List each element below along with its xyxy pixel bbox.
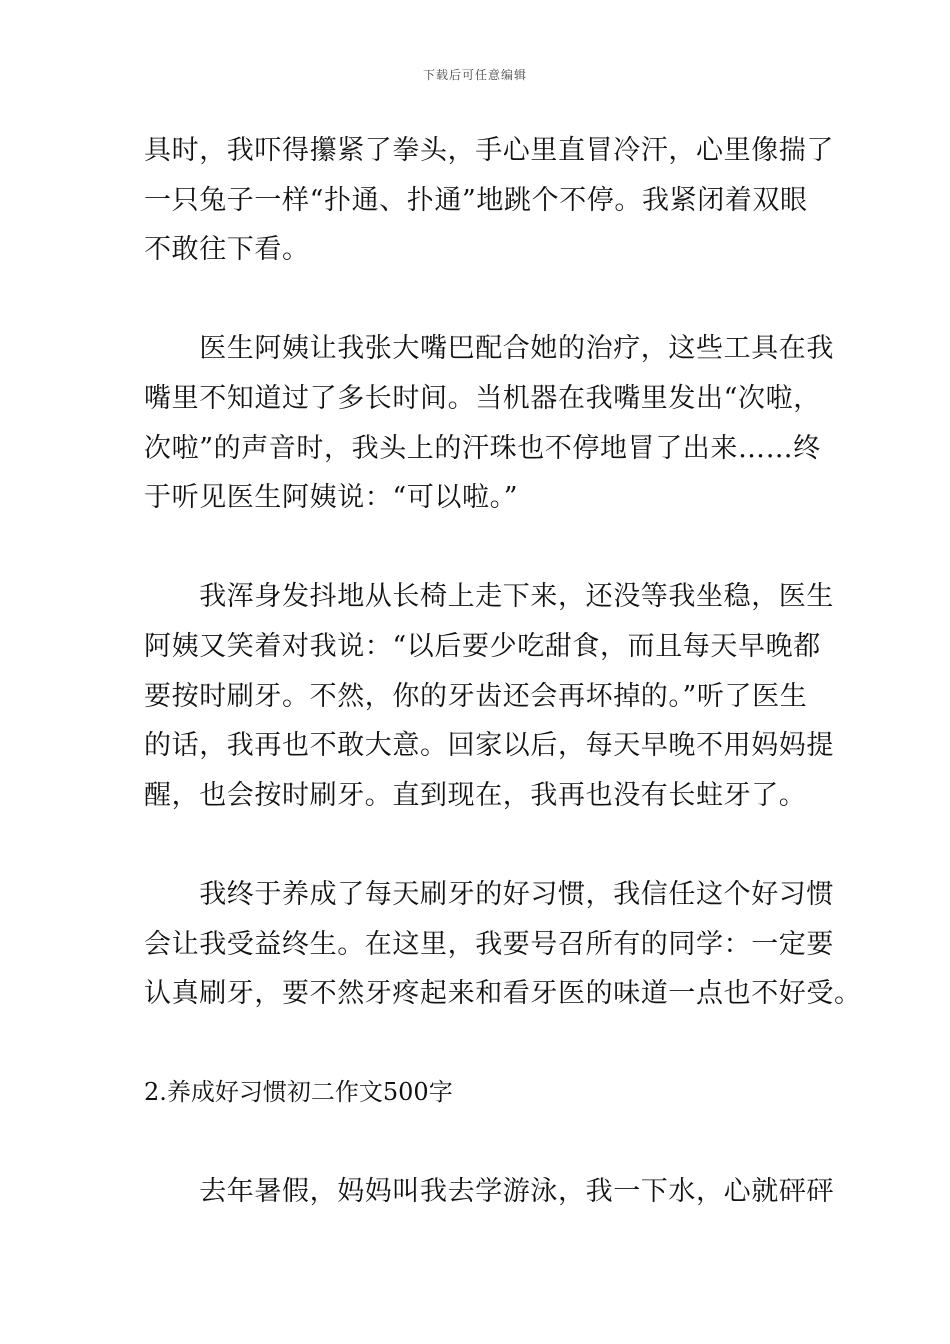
document-body — [144, 126, 862, 1217]
paragraph-spacer — [144, 275, 806, 325]
paragraph-line: 的话，我再也不敢大意。回家以后，每天早晚不用妈妈提 — [144, 730, 834, 762]
paragraph-3 — [144, 572, 834, 820]
paragraph-line: 阿姨又笑着对我说：“以后要少吃甜食，而且每天早晚都 — [144, 630, 821, 662]
paragraph-line: 醒，也会按时刷牙。直到现在，我再也没有长蛀牙了。 — [144, 779, 807, 811]
paragraph-line: 我浑身发抖地从长椅上走下来，还没等我坐稳，医生 — [144, 581, 834, 613]
paragraph-line: 次啦”的声音时，我头上的汗珠也不停地冒了出来……终 — [144, 432, 821, 464]
section-heading: 2.养成好习惯初二作文500字 — [144, 1078, 453, 1107]
paragraph-spacer — [144, 523, 806, 573]
paragraph-line: 嘴里不知道过了多长时间。当机器在我嘴里发出“次啦， — [144, 382, 821, 414]
paragraph-spacer — [144, 820, 806, 870]
paragraph-line: 会让我受益终生。在这里，我要号召所有的同学：一定要 — [144, 928, 834, 960]
paragraph-line: 去年暑假，妈妈叫我去学游泳，我一下水，心就砰砰 — [144, 1176, 834, 1208]
paragraph-spacer — [144, 1118, 806, 1168]
paragraph-1 — [144, 126, 834, 275]
paragraph-line: 认真刷牙，要不然牙疼起来和看牙医的味道一点也不好受。 — [144, 978, 862, 1010]
paragraph-4 — [144, 870, 862, 1019]
paragraph-line: 具时，我吓得攥紧了拳头，手心里直冒冷汗，心里像揣了 — [144, 135, 834, 166]
paragraph-5 — [144, 1167, 834, 1217]
paragraph-2 — [144, 324, 834, 522]
paragraph-spacer — [144, 1019, 806, 1069]
paragraph-line: 医生阿姨让我张大嘴巴配合她的治疗，这些工具在我 — [144, 333, 834, 365]
paragraph-line: 要按时刷牙。不然，你的牙齿还会再坏掉的。”听了医生 — [144, 680, 808, 712]
paragraph-line: 一只兔子一样“扑通、扑通”地跳个不停。我紧闭着双眼 — [144, 184, 808, 216]
page-header: 下载后可任意编辑 — [422, 68, 527, 82]
paragraph-line: 不敢往下看。 — [144, 234, 310, 266]
paragraph-line: 我终于养成了每天刷牙的好习惯，我信任这个好习惯 — [144, 878, 834, 910]
paragraph-line: 于听见医生阿姨说：“可以啦。” — [144, 482, 519, 514]
